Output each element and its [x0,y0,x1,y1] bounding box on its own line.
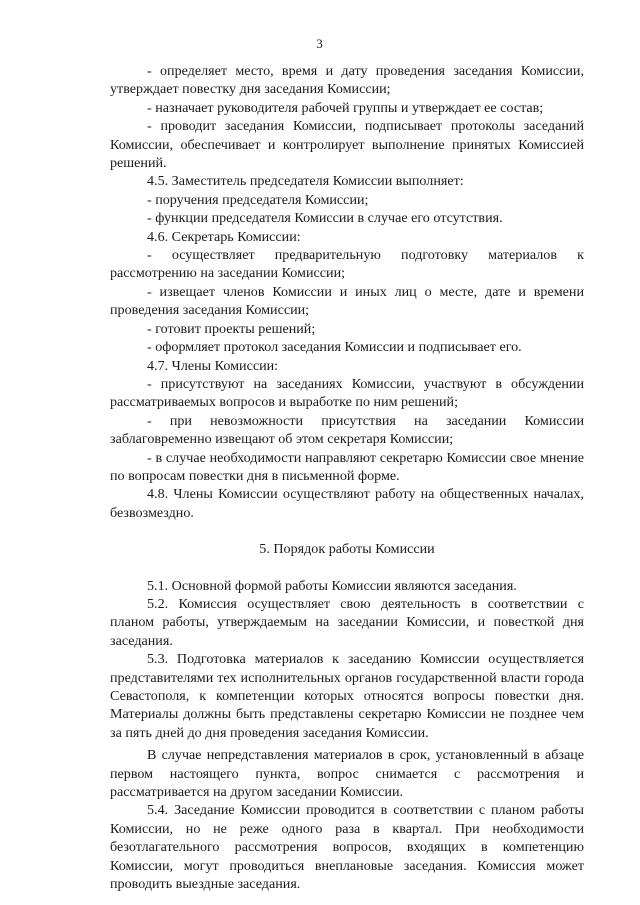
paragraph: 5.2. Комиссия осуществляет свою деятельность в соответствии с планом работы, утверждаемым на заседании Комиссии, и повесткой дня заседания. [110,595,584,649]
paragraph: 5.1. Основной формой работы Комиссии являются заседания. [147,577,517,594]
paragraph: - извещает членов Комиссии и иных лиц о месте, дате и времени проведения заседания Комиссии; [110,283,584,319]
paragraph: 5.3. Подготовка материалов к заседанию Комиссии осуществляется представителями тех исполнительных органов государственной власти города Севастополя, к компетенции которых относятся вопросы повестки дня. Материалы должны быть представлены секретарю Комиссии не позднее чем за пять дней до дня проведения заседания Комиссии. [110,651,584,741]
paragraph: 4.8. Члены Комиссии осуществляют работу на общественных началах, безвозмездно. [110,486,584,521]
paragraph: - осуществляет предварительную подготовку материалов к рассмотрению на заседании Комиссии; [110,247,584,282]
page-number: 3 [316,36,323,51]
paragraph: - оформляет протокол заседания Комиссии и подписывает его. [147,339,522,356]
paragraph: 4.5. Заместитель председателя Комиссии выполняет: [147,173,464,190]
paragraph: 4.7. Члены Комиссии: [147,357,279,374]
paragraph: - готовит проекты решений; [147,320,316,337]
paragraph: - проводит заседания Комиссии, подписывает протоколы заседаний Комиссии, обеспечивает и контролирует выполнение принятых Комиссией решений. [110,118,584,172]
paragraph: - поручения председателя Комиссии; [147,191,369,208]
paragraph: В случае непредставления материалов в срок, установленный в абзаце первом настоящего пункта, вопрос снимается с рассмотрения и рассматривается на другом заседании Комиссии. [110,747,584,801]
paragraph: - в случае необходимости направляют секретарю Комиссии свое мнение по вопросам повестки дня в письменной форме. [110,449,584,484]
section-heading: 5. Порядок работы Комиссии [259,541,435,558]
paragraph: - при невозможности присутствия на заседании Комиссии заблаговременно извещают об этом секретаря Комиссии; [110,412,584,448]
paragraph: - присутствуют на заседаниях Комиссии, участвуют в обсуждении рассматриваемых вопросов и выработке по ним решений; [110,375,584,411]
paragraph: 5.4. Заседание Комиссии проводится в соответствии с планом работы Комиссии, но не реже одного раза в квартал. При необходимости безотлагательного рассмотрения вопросов, входящих в компетенцию Комиссии, могут проводиться внеплановые заседания. Комиссия может проводить выездные заседания. [110,802,584,893]
paragraph: 4.6. Секретарь Комиссии: [147,228,301,245]
paragraph: - определяет место, время и дату проведения заседания Комиссии, утверждает повестку дня заседания Комиссии; [110,63,584,98]
paragraph: - функции председателя Комиссии в случае его отсутствия. [147,210,503,227]
paragraph: - назначает руководителя рабочей группы и утверждает ее состав; [147,99,544,116]
